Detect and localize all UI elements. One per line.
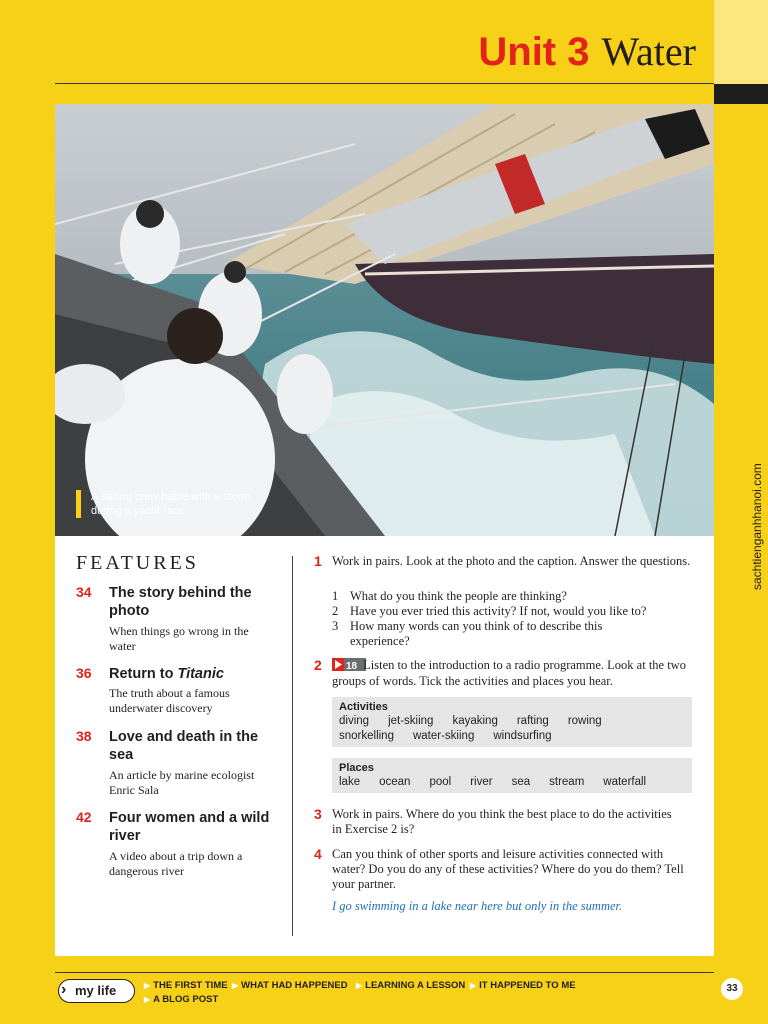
question-text: Have you ever tried this activity? If not, would you like to?	[350, 604, 647, 618]
feature-title: Four women and a wild river	[109, 810, 270, 844]
feature-page: 42	[76, 809, 92, 825]
corner-tab-dark	[714, 84, 768, 104]
exercise-number: 1	[314, 553, 322, 569]
word-item: lake	[339, 776, 361, 788]
footer-link[interactable]	[470, 980, 576, 991]
footer-link[interactable]	[144, 980, 228, 991]
footer-link[interactable]	[144, 994, 218, 1005]
word-item: waterfall	[603, 776, 647, 788]
feature-title-text: Return to	[109, 666, 178, 682]
triangle-icon: ▶	[144, 981, 151, 990]
sailing-photo-illustration	[55, 104, 714, 536]
page-number: 33	[721, 978, 743, 1000]
footer-link-label: WHAT HAD HAPPENED	[241, 980, 348, 991]
word-item: windsurfing	[493, 730, 552, 742]
word-item: kayaking	[452, 715, 498, 727]
word-item: rafting	[516, 715, 549, 727]
feature-desc: When things go wrong in the water	[109, 624, 249, 653]
unit-label: Unit 3	[478, 30, 590, 74]
feature-title-italic: Titanic	[177, 666, 224, 682]
question-text: How many words can you think of to describe this experience?	[350, 619, 603, 648]
feature-title: The story behind the photo	[109, 585, 252, 619]
audio-track-number: 18	[346, 661, 358, 672]
footer-link-label: THE FIRST TIME	[153, 980, 228, 991]
page-header	[0, 0, 714, 84]
exercise-instruction: Work in pairs. Look at the photo and the caption. Answer the questions.	[332, 554, 691, 568]
feature-page: 38	[76, 728, 92, 744]
model-answer: I go swimming in a lake near here but only in the summer.	[332, 899, 623, 913]
exercise-instruction: Work in pairs. Where do you think the best place to do the activities in Exercise 2 is?	[332, 807, 672, 836]
column-divider	[292, 556, 293, 936]
exercise-instruction: Can you think of other sports and leisure activities connected with water? Do you do any of these activities? Where do you do them? Tell your partner.	[332, 847, 684, 891]
activities-row	[339, 730, 571, 742]
question-number: 1	[332, 589, 339, 603]
exercise-number: 2	[314, 657, 322, 673]
footer-link-label: A BLOG POST	[153, 994, 219, 1005]
word-item: pool	[429, 776, 452, 788]
triangle-icon: ▶	[232, 981, 239, 990]
feature-desc: The truth about a famous underwater discovery	[109, 686, 230, 715]
places-label: Places	[339, 762, 374, 774]
feature-desc: An article by marine ecologist Enric Sala	[109, 768, 255, 797]
activities-label: Activities	[339, 701, 388, 713]
triangle-icon: ▶	[470, 981, 477, 990]
footer-link[interactable]	[232, 980, 348, 991]
features-heading: FEATURES	[76, 552, 199, 574]
question-number: 3	[332, 619, 339, 633]
activities-row	[339, 715, 621, 727]
exercise-instruction	[332, 658, 697, 689]
my-life-label: my life	[75, 983, 117, 998]
exercise-number: 4	[314, 846, 322, 862]
feature-desc: A video about a trip down a dangerous river	[109, 849, 243, 878]
word-item: diving	[339, 715, 370, 727]
unit-topic: Water	[601, 29, 696, 74]
word-item: water-skiing	[412, 730, 475, 742]
footer-link[interactable]	[356, 980, 465, 991]
word-item: stream	[549, 776, 585, 788]
corner-tab	[714, 0, 768, 84]
places-row	[339, 776, 665, 788]
photo-caption: A sailing crew battle with a storm during a yacht race.	[76, 490, 271, 518]
word-item: jet-skiing	[388, 715, 434, 727]
word-item: ocean	[379, 776, 411, 788]
side-watermark	[742, 435, 768, 595]
places-box	[332, 758, 692, 793]
word-item: rowing	[567, 715, 602, 727]
feature-page: 34	[76, 584, 92, 600]
footer-divider	[55, 972, 714, 973]
my-life-badge[interactable]	[58, 979, 135, 1003]
feature-page: 36	[76, 665, 92, 681]
word-item: river	[470, 776, 493, 788]
tick-icon: ›	[61, 981, 67, 998]
feature-title	[109, 665, 279, 683]
sailing-photo	[55, 104, 714, 536]
question-number: 2	[332, 604, 339, 618]
side-url-text: sachtienganhhanoi.com	[750, 463, 764, 590]
activities-box	[332, 697, 692, 747]
feature-title: Love and death in the sea	[109, 729, 259, 763]
exercise-number: 3	[314, 806, 322, 822]
question-text: What do you think the people are thinking?	[350, 589, 567, 603]
exercise-text: Listen to the introduction to a radio programme. Look at the two groups of words. Tick the activities and places you hear.	[332, 658, 686, 688]
triangle-icon: ▶	[356, 981, 363, 990]
word-item: snorkelling	[339, 730, 394, 742]
header-divider	[55, 83, 714, 84]
word-item: sea	[511, 776, 531, 788]
unit-title	[478, 28, 696, 75]
triangle-icon: ▶	[144, 995, 151, 1004]
footer-link-label: IT HAPPENED TO ME	[479, 980, 576, 991]
footer-link-label: LEARNING A LESSON	[365, 980, 466, 991]
